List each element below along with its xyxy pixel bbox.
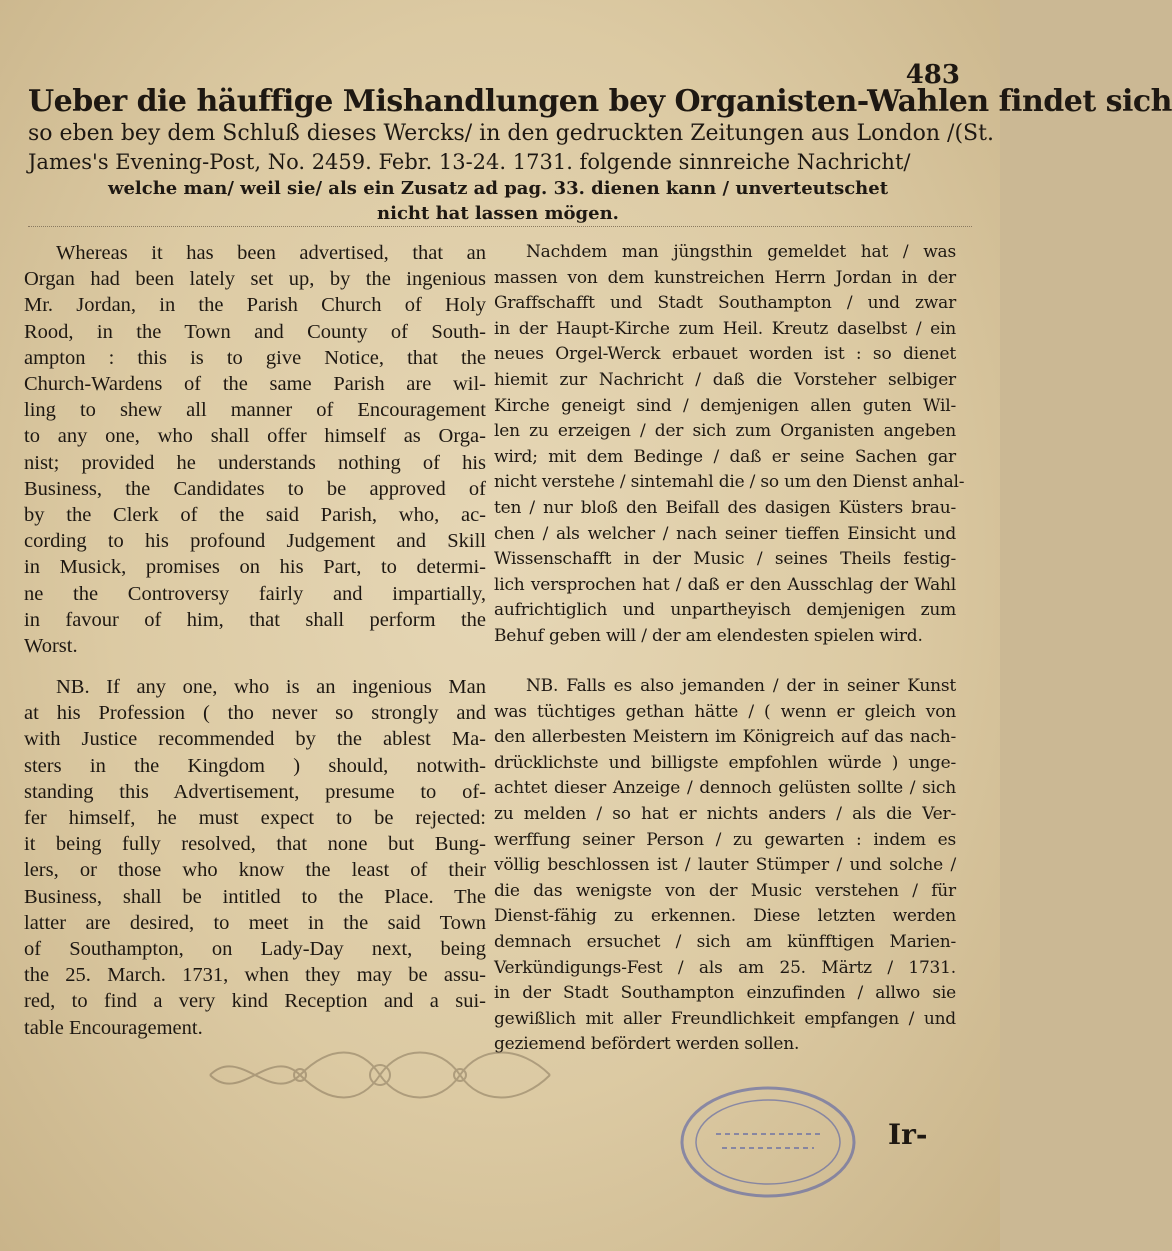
text-line: drücklichste und billigste empfohlen würde ) unge-	[494, 752, 956, 773]
text-line: Organ had been lately set up, by the ingenious	[24, 268, 486, 291]
german-column-paragraph-1	[494, 240, 965, 650]
text-line: it being fully resolved, that none but Bung-	[24, 833, 486, 856]
library-stamp-icon	[676, 1082, 860, 1202]
text-line: völlig beschlossen ist / lauter Stümper / und solche /	[494, 855, 956, 876]
text-line: Nachdem man jüngsthin gemeldet hat / was	[526, 242, 956, 262]
text-line: in der Stadt Southampton einzufinden / allwo sie	[494, 983, 956, 1004]
text-line: in der Haupt-Kirche zum Heil. Kreutz daselbst / ein	[494, 318, 956, 339]
text-line: cording to his profound Judgement and Skill	[24, 530, 486, 553]
text-line: standing this Advertisement, presume to of-	[24, 780, 486, 803]
text-line: Business, shall be intitled to the Place. The	[24, 885, 486, 908]
text-line: ling to shew all manner of Encouragement	[24, 399, 486, 422]
english-column-paragraph-1	[24, 240, 486, 659]
text-line: fer himself, he must expect to be rejected:	[24, 807, 486, 830]
text-line: demnach ersuchet / sich am künfftigen Marien-	[494, 931, 956, 952]
page-heading	[28, 84, 1172, 226]
german-column-paragraph-2	[494, 674, 956, 1058]
text-line: Worst.	[24, 635, 78, 658]
heading-divider	[28, 226, 972, 227]
english-column-paragraph-2	[24, 674, 486, 1041]
text-line: den allerbesten Meistern im Königreich auf das nach-	[494, 727, 956, 748]
text-line: by the Clerk of the said Parish, who, ac-	[24, 504, 486, 527]
text-line: red, to find a very kind Reception and a sui-	[24, 990, 486, 1013]
ornament-icon	[200, 1040, 560, 1110]
page-number: 483	[905, 60, 960, 90]
text-line: neues Orgel-Werck erbauet worden ist : so dienet	[494, 344, 956, 365]
english-paragraph	[24, 240, 486, 659]
heading-line: nicht hat lassen mögen.	[377, 203, 619, 224]
text-line: werffung seiner Person / zu gewarten : indem es	[494, 829, 956, 850]
text-line: latter are desired, to meet in the said Town	[24, 911, 486, 934]
text-line: at his Profession ( tho never so strongly and	[24, 702, 486, 725]
text-line: in favour of him, that shall perform the	[24, 608, 486, 631]
text-line: ampton : this is to give Notice, that the	[24, 346, 486, 369]
heading-line: welche man/ weil sie/ als ein Zusatz ad pag. 33. dienen kann / unverteutschet	[107, 178, 889, 199]
german-paragraph	[494, 674, 956, 1058]
heading-line: James's Evening-Post, No. 2459. Febr. 13-24. 1731. folgende sinnreiche Nachricht/	[28, 150, 911, 174]
text-line: NB. If any one, who is an ingenious Man	[56, 676, 486, 698]
text-line: achtet dieser Anzeige / dennoch gelüsten sollte / sich	[494, 778, 956, 799]
text-line: Rood, in the Town and County of South-	[24, 320, 486, 343]
text-line: with Justice recommended by the ablest Ma-	[24, 728, 486, 751]
text-line: of Southampton, on Lady-Day next, being	[24, 938, 486, 961]
text-line: in Musick, promises on his Part, to determi-	[24, 556, 486, 579]
text-line: hiemit zur Nachricht / daß die Vorsteher selbiger	[494, 369, 956, 390]
text-line: geziemend befördert werden sollen.	[494, 1034, 800, 1055]
text-line: chen / als welcher / nach seiner tieffen Einsicht und	[494, 523, 956, 544]
text-line: table Encouragement.	[24, 1016, 203, 1039]
text-line: wird; mit dem Bedinge / daß er seine Sachen gar	[494, 446, 956, 467]
text-line: lers, or those who know the least of their	[24, 859, 486, 882]
text-line: aufrichtiglich und unpartheyisch demjenigen zum	[494, 600, 956, 621]
text-line: to any one, who shall offer himself as Orga-	[24, 425, 486, 448]
text-line: Behuf geben will / der am elendesten spielen wird.	[494, 625, 923, 646]
heading-line: so eben bey dem Schluß dieses Wercks/ in den gedruckten Zeitungen aus London /(St.	[28, 121, 994, 146]
catchword: Ir-	[888, 1118, 928, 1151]
text-line: nist; provided he understands nothing of his	[24, 451, 486, 474]
text-line: lich versprochen hat / daß er den Ausschlag der Wahl	[494, 574, 956, 595]
text-line: NB. Falls es also jemanden / der in seiner Kunst	[526, 676, 956, 696]
text-line: ten / nur bloß den Beifall des dasigen Küsters brau-	[494, 497, 956, 518]
text-line: sters in the Kingdom ) should, notwith-	[24, 754, 486, 777]
heading-line: Ueber die häuffige Mishandlungen bey Organisten-Wahlen findet sich	[28, 84, 1172, 119]
german-paragraph	[494, 240, 965, 650]
text-line: nicht verstehe / sintemahl die / so um den Dienst anhal-	[494, 472, 965, 493]
text-line: the 25. March. 1731, when they may be assu-	[24, 964, 486, 987]
text-line: Graffschafft und Stadt Southampton / und zwar	[494, 293, 956, 314]
text-line: Dienst-fähig zu erkennen. Diese letzten werden	[494, 906, 956, 927]
text-line: len zu erzeigen / der sich zum Organisten angeben	[494, 421, 956, 442]
text-line: zu melden / so hat er nichts anders / als die Ver-	[494, 803, 956, 824]
text-line: die das wenigste von der Music verstehen / für	[494, 880, 956, 901]
english-paragraph	[24, 674, 486, 1041]
text-line: Verkündigungs-Fest / als am 25. Märtz / 1731.	[494, 957, 956, 978]
text-line: massen von dem kunstreichen Herrn Jordan in der	[494, 267, 956, 288]
text-line: Kirche geneigt sind / demjenigen allen guten Wil-	[494, 395, 956, 416]
text-line: Wissenschafft in der Music / seines Theils festig-	[494, 549, 956, 570]
text-line: was tüchtiges gethan hätte / ( wenn er gleich von	[494, 701, 956, 722]
text-line: Whereas it has been advertised, that an	[56, 242, 486, 264]
text-line: Mr. Jordan, in the Parish Church of Holy	[24, 294, 486, 317]
text-line: ne the Controversy fairly and impartially,	[24, 582, 486, 605]
text-line: Church-Wardens of the same Parish are wil-	[24, 373, 486, 396]
text-line: gewißlich mit aller Freundlichkeit empfangen / und	[494, 1008, 956, 1029]
text-line: Business, the Candidates to be approved of	[24, 477, 486, 500]
